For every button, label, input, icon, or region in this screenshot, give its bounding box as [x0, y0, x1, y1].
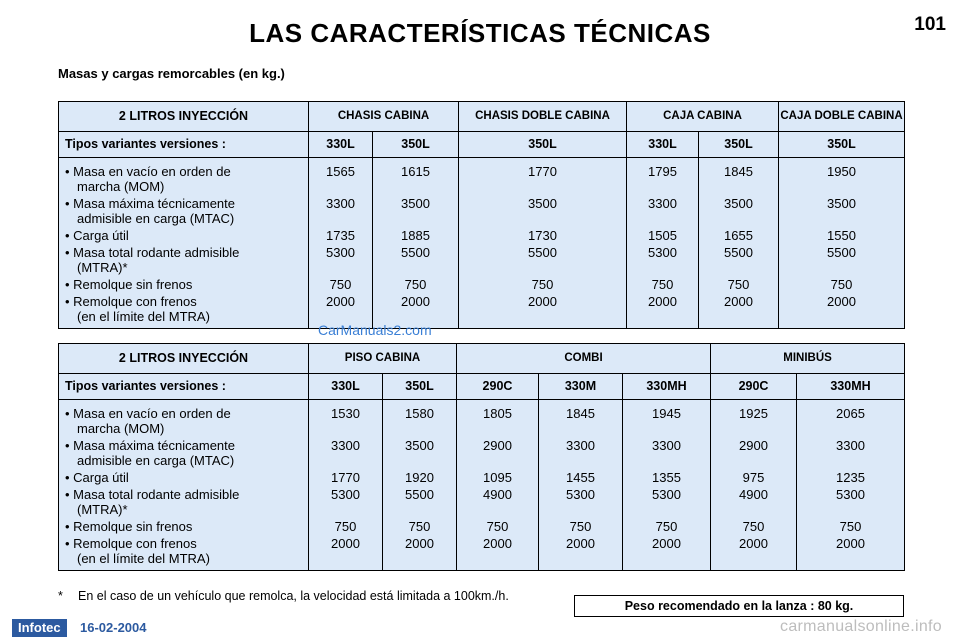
row-label-line: • Remolque sin frenos: [65, 277, 193, 292]
variant-header: 290C: [457, 374, 539, 400]
value-cell: 5500: [373, 245, 459, 277]
row-label-line: marcha (MOM): [77, 421, 165, 436]
infotec-logo: Infotec: [12, 619, 67, 637]
value-cell: 750: [623, 519, 711, 536]
group-header: MINIBÚS: [711, 344, 905, 374]
value-cell: 2000: [627, 294, 699, 329]
value-cell: 750: [699, 277, 779, 294]
row-label-line: • Masa máxima técnicamente: [65, 196, 236, 211]
value-cell: 1530: [309, 400, 383, 439]
group-header: PISO CABINA: [309, 344, 457, 374]
value-cell: 1355: [623, 470, 711, 487]
value-cell: 750: [627, 277, 699, 294]
value-cell: 2000: [779, 294, 905, 329]
row-label: [59, 158, 309, 197]
mass-table-chassis-caja: [58, 101, 905, 329]
variant-header: 330L: [627, 132, 699, 158]
row-label: [59, 438, 309, 470]
value-cell: 2000: [539, 536, 623, 571]
table-row: [59, 519, 905, 536]
value-cell: 750: [539, 519, 623, 536]
variant-header: 350L: [459, 132, 627, 158]
value-cell: 3500: [373, 196, 459, 228]
page-title: LAS CARACTERÍSTICAS TÉCNICAS: [249, 18, 711, 48]
value-cell: 1845: [699, 158, 779, 197]
value-cell: 5500: [699, 245, 779, 277]
footnote-mark: *: [58, 589, 63, 603]
table-row: [59, 277, 905, 294]
row-label: [59, 294, 309, 329]
value-cell: 2000: [383, 536, 457, 571]
value-cell: 5500: [779, 245, 905, 277]
value-cell: 5300: [623, 487, 711, 519]
towbar-weight-note: Peso recomendado en la lanza : 80 kg.: [574, 595, 904, 617]
value-cell: 2065: [797, 400, 905, 439]
page-number: 101: [914, 14, 946, 35]
engine-header: 2 LITROS INYECCIÓN: [59, 102, 309, 132]
value-cell: 2000: [699, 294, 779, 329]
value-cell: 1655: [699, 228, 779, 245]
value-cell: 2000: [623, 536, 711, 571]
value-cell: 1235: [797, 470, 905, 487]
table-row: [59, 228, 905, 245]
row-label-line: • Carga útil: [65, 470, 129, 485]
value-cell: 4900: [711, 487, 797, 519]
table-row: [59, 196, 905, 228]
value-cell: 5300: [627, 245, 699, 277]
variant-header: 330MH: [623, 374, 711, 400]
value-cell: 1950: [779, 158, 905, 197]
footer-site-watermark: carmanualsonline.info: [780, 618, 942, 635]
variants-label: Tipos variantes versiones :: [59, 132, 309, 158]
value-cell: 1505: [627, 228, 699, 245]
variant-header: 350L: [779, 132, 905, 158]
value-cell: 5300: [797, 487, 905, 519]
table-row: [59, 438, 905, 470]
row-label-line: • Masa en vacío en orden de: [65, 164, 231, 179]
value-cell: 1925: [711, 400, 797, 439]
value-cell: 750: [373, 277, 459, 294]
value-cell: 1550: [779, 228, 905, 245]
value-cell: 1455: [539, 470, 623, 487]
value-cell: 750: [457, 519, 539, 536]
value-cell: 3300: [623, 438, 711, 470]
value-cell: 2000: [711, 536, 797, 571]
row-label-line: • Masa en vacío en orden de: [65, 406, 231, 421]
value-cell: 3500: [459, 196, 627, 228]
value-cell: 2000: [457, 536, 539, 571]
value-cell: 1795: [627, 158, 699, 197]
value-cell: 1580: [383, 400, 457, 439]
row-label-line: (en el límite del MTRA): [77, 551, 210, 566]
footnote-text: En el caso de un vehículo que remolca, la velocidad está limitada a 100km./h.: [78, 589, 509, 603]
row-label-line: (MTRA)*: [77, 502, 128, 517]
value-cell: 750: [309, 519, 383, 536]
value-cell: 3300: [797, 438, 905, 470]
variant-header: 330L: [309, 374, 383, 400]
row-label: [59, 245, 309, 277]
value-cell: 3500: [779, 196, 905, 228]
row-label-line: (en el límite del MTRA): [77, 309, 210, 324]
group-header: CAJA CABINA: [627, 102, 779, 132]
value-cell: 5300: [309, 245, 373, 277]
row-label-line: • Remolque con frenos: [65, 294, 197, 309]
value-cell: 3300: [627, 196, 699, 228]
section-subtitle: Masas y cargas remorcables (en kg.): [58, 66, 285, 81]
value-cell: 1770: [459, 158, 627, 197]
variants-label: Tipos variantes versiones :: [59, 374, 309, 400]
watermark: CarManuals2.com: [318, 322, 432, 338]
group-header: COMBI: [457, 344, 711, 374]
row-label: [59, 228, 309, 245]
row-label-line: • Masa total rodante admisible: [65, 487, 240, 502]
row-label: [59, 536, 309, 571]
row-label-line: (MTRA)*: [77, 260, 128, 275]
value-cell: 2900: [457, 438, 539, 470]
value-cell: 1845: [539, 400, 623, 439]
value-cell: 1805: [457, 400, 539, 439]
value-cell: 975: [711, 470, 797, 487]
row-label-line: • Remolque sin frenos: [65, 519, 193, 534]
variant-header: 350L: [383, 374, 457, 400]
value-cell: 750: [459, 277, 627, 294]
group-header: CHASIS CABINA: [309, 102, 459, 132]
row-label: [59, 470, 309, 487]
row-label: [59, 277, 309, 294]
variant-header: 330M: [539, 374, 623, 400]
variant-header: 330MH: [797, 374, 905, 400]
value-cell: 750: [711, 519, 797, 536]
mass-table-piso-combi-minibus: [58, 343, 905, 571]
footnote: [58, 589, 558, 603]
value-cell: 750: [779, 277, 905, 294]
row-label-line: • Carga útil: [65, 228, 129, 243]
value-cell: 750: [383, 519, 457, 536]
value-cell: 2000: [309, 536, 383, 571]
group-header: CAJA DOBLE CABINA: [779, 102, 905, 132]
value-cell: 5300: [309, 487, 383, 519]
value-cell: 1770: [309, 470, 383, 487]
value-cell: 2000: [309, 294, 373, 329]
table-row: [59, 536, 905, 571]
row-label-line: admisible en carga (MTAC): [77, 211, 235, 226]
value-cell: 1735: [309, 228, 373, 245]
table-row: [59, 245, 905, 277]
table-row: [59, 400, 905, 439]
table-row: [59, 487, 905, 519]
value-cell: 750: [797, 519, 905, 536]
value-cell: 3500: [383, 438, 457, 470]
value-cell: 2000: [797, 536, 905, 571]
value-cell: 5500: [383, 487, 457, 519]
variant-header: 330L: [309, 132, 373, 158]
row-label-line: • Remolque con frenos: [65, 536, 197, 551]
value-cell: 2000: [373, 294, 459, 329]
row-label: [59, 400, 309, 439]
value-cell: 2900: [711, 438, 797, 470]
value-cell: 750: [309, 277, 373, 294]
footer-date: 16-02-2004: [80, 620, 147, 635]
row-label: [59, 487, 309, 519]
value-cell: 1095: [457, 470, 539, 487]
value-cell: 5500: [459, 245, 627, 277]
row-label-line: marcha (MOM): [77, 179, 165, 194]
row-label-line: admisible en carga (MTAC): [77, 453, 235, 468]
table-row: [59, 158, 905, 197]
value-cell: 4900: [457, 487, 539, 519]
row-label-line: • Masa total rodante admisible: [65, 245, 240, 260]
value-cell: 1565: [309, 158, 373, 197]
table-row: [59, 470, 905, 487]
value-cell: 3500: [699, 196, 779, 228]
engine-header: 2 LITROS INYECCIÓN: [59, 344, 309, 374]
value-cell: 5300: [539, 487, 623, 519]
group-header: CHASIS DOBLE CABINA: [459, 102, 627, 132]
row-label: [59, 519, 309, 536]
row-label: [59, 196, 309, 228]
variant-header: 290C: [711, 374, 797, 400]
value-cell: 1885: [373, 228, 459, 245]
row-label-line: • Masa máxima técnicamente: [65, 438, 236, 453]
variant-header: 350L: [699, 132, 779, 158]
value-cell: 2000: [459, 294, 627, 329]
value-cell: 3300: [309, 196, 373, 228]
value-cell: 3300: [309, 438, 383, 470]
value-cell: 1945: [623, 400, 711, 439]
table-row: [59, 294, 905, 329]
value-cell: 1920: [383, 470, 457, 487]
value-cell: 1730: [459, 228, 627, 245]
variant-header: 350L: [373, 132, 459, 158]
value-cell: 3300: [539, 438, 623, 470]
value-cell: 1615: [373, 158, 459, 197]
